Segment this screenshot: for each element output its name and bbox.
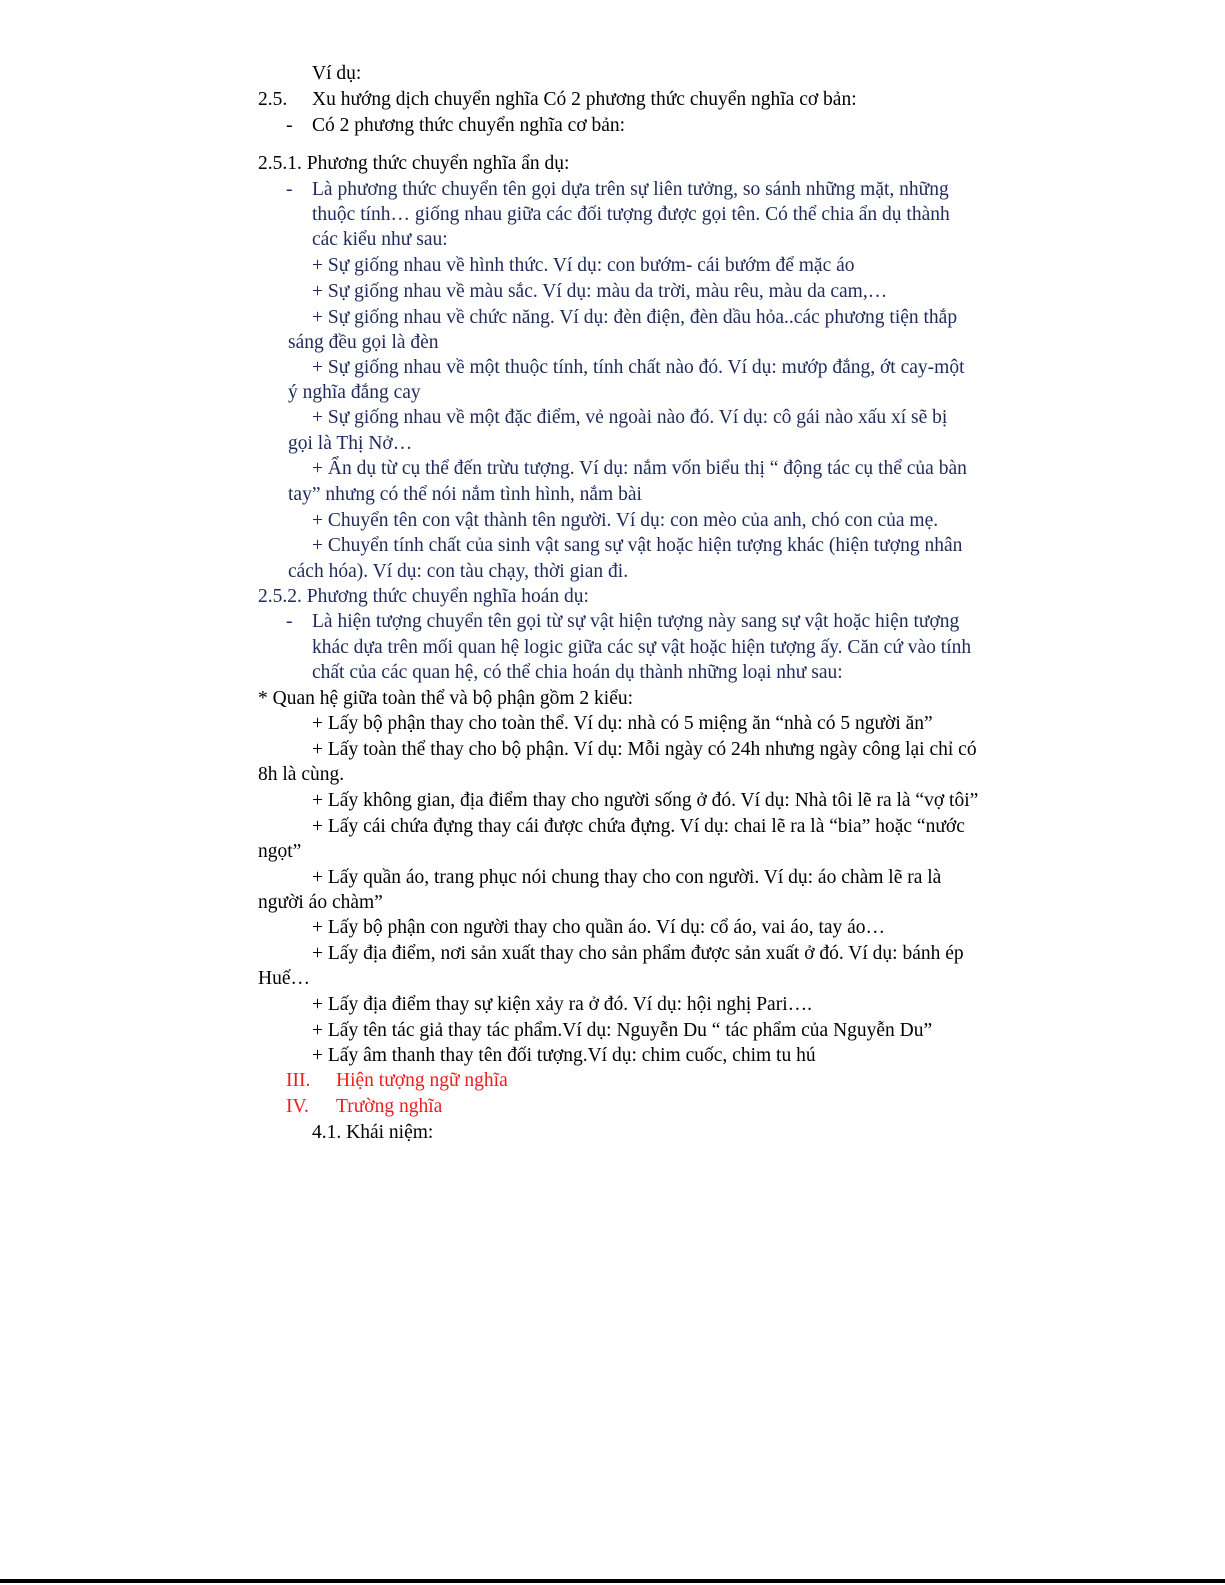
list-item: + Lấy địa điểm, nơi sản xuất thay cho sản phẩm được sản xuất ở đó. Ví dụ: bánh ép [312, 943, 964, 964]
subsection-heading: 4.1. Khái niệm: [312, 1122, 434, 1143]
list-item: + Sự giống nhau về một đặc điểm, vẻ ngoài nào đó. Ví dụ: cô gái nào xấu xí sẽ bị [312, 407, 948, 428]
bullet-marker: - [286, 115, 293, 136]
list-item: + Lấy âm thanh thay tên đối tượng.Ví dụ: chim cuốc, chim tu hú [312, 1045, 816, 1066]
list-item: + Lấy địa điểm thay sự kiện xảy ra ở đó. Ví dụ: hội nghị Pari…. [312, 994, 812, 1015]
text-line: người áo chàm” [258, 892, 383, 913]
bullet-text: Có 2 phương thức chuyển nghĩa cơ bản: [312, 115, 626, 136]
text-line: tay” nhưng có thể nói nắm tình hình, nắm bài [288, 484, 642, 505]
list-item: + Chuyển tính chất của sinh vật sang sự vật hoặc hiện tượng khác (hiện tượng nhân [312, 535, 963, 556]
section-heading: Hiện tượng ngữ nghĩa [336, 1070, 508, 1091]
text-line: Là hiện tượng chuyển tên gọi từ sự vật hiện tượng này sang sự vật hoặc hiện tượng [312, 611, 960, 632]
section-heading: Trường nghĩa [336, 1096, 443, 1117]
text-line: 8h là cùng. [258, 764, 345, 785]
text-line: Huế… [258, 968, 310, 989]
list-item: + Sự giống nhau về hình thức. Ví dụ: con bướm- cái bướm để mặc áo [312, 255, 855, 276]
list-item: + Lấy toàn thể thay cho bộ phận. Ví dụ: Mỗi ngày có 24h nhưng ngày công lại chỉ có [312, 739, 977, 760]
list-item: + Sự giống nhau về màu sắc. Ví dụ: màu da trời, màu rêu, màu da cam,… [312, 281, 888, 302]
text-line: ý nghĩa đắng cay [288, 382, 421, 403]
list-item: + Sự giống nhau về chức năng. Ví dụ: đèn điện, đèn dầu hỏa..các phương tiện thắp [312, 307, 958, 328]
section-heading: Xu hướng dịch chuyển nghĩa Có 2 phương thức chuyển nghĩa cơ bản: [312, 89, 857, 110]
text-line: thuộc tính… giống nhau giữa các đối tượng được gọi tên. Có thể chia ẩn dụ thành [312, 204, 950, 225]
bullet-marker: - [286, 611, 293, 632]
section-number: IV. [286, 1096, 309, 1117]
bullet-marker: - [286, 179, 293, 200]
list-item: + Lấy tên tác giả thay tác phẩm.Ví dụ: Nguyễn Du “ tác phẩm của Nguyễn Du” [312, 1020, 933, 1041]
text-line: * Quan hệ giữa toàn thể và bộ phận gồm 2 kiểu: [258, 688, 634, 709]
text-line: các kiểu như sau: [312, 229, 448, 250]
list-item: + Lấy quần áo, trang phục nói chung thay cho con người. Ví dụ: áo chàm lẽ ra là [312, 867, 942, 888]
list-item: + Chuyển tên con vật thành tên người. Ví dụ: con mèo của anh, chó con của mẹ. [312, 510, 939, 531]
text-line: Ví dụ: [312, 63, 362, 84]
list-item: + Lấy cái chứa đựng thay cái được chứa đựng. Ví dụ: chai lẽ ra là “bia” hoặc “nước [312, 816, 965, 837]
list-item: + Sự giống nhau về một thuộc tính, tính chất nào đó. Ví dụ: mướp đắng, ớt cay-một [312, 357, 965, 378]
text-line: khác dựa trên mối quan hệ logic giữa các sự vật hoặc hiện tượng ấy. Căn cứ vào tính [312, 637, 972, 658]
text-line: ngọt” [258, 841, 302, 862]
list-item: + Lấy không gian, địa điểm thay cho người sống ở đó. Ví dụ: Nhà tôi lẽ ra là “vợ tôi” [312, 790, 979, 811]
subsection-heading: 2.5.2. Phương thức chuyển nghĩa hoán dụ: [258, 586, 589, 607]
text-line: sáng đều gọi là đèn [288, 332, 439, 353]
section-number: III. [286, 1070, 311, 1091]
list-item: + Lấy bộ phận con người thay cho quần áo. Ví dụ: cổ áo, vai áo, tay áo… [312, 917, 886, 938]
text-line: cách hóa). Ví dụ: con tàu chạy, thời gian đi. [288, 561, 629, 582]
list-item: + Lấy bộ phận thay cho toàn thể. Ví dụ: nhà có 5 miệng ăn “nhà có 5 người ăn” [312, 713, 933, 734]
list-item: + Ẩn dụ từ cụ thể đến trừu tượng. Ví dụ: nắm vốn biểu thị “ động tác cụ thể của bàn [312, 458, 967, 479]
text-line: gọi là Thị Nở… [288, 433, 413, 454]
section-number: 2.5. [258, 89, 288, 110]
subsection-heading: 2.5.1. Phương thức chuyển nghĩa ẩn dụ: [258, 153, 570, 174]
text-line: Là phương thức chuyển tên gọi dựa trên sự liên tưởng, so sánh những mặt, những [312, 179, 949, 200]
bottom-border [0, 1579, 1225, 1583]
text-line: chất của các quan hệ, có thể chia hoán dụ thành những loại như sau: [312, 662, 843, 683]
